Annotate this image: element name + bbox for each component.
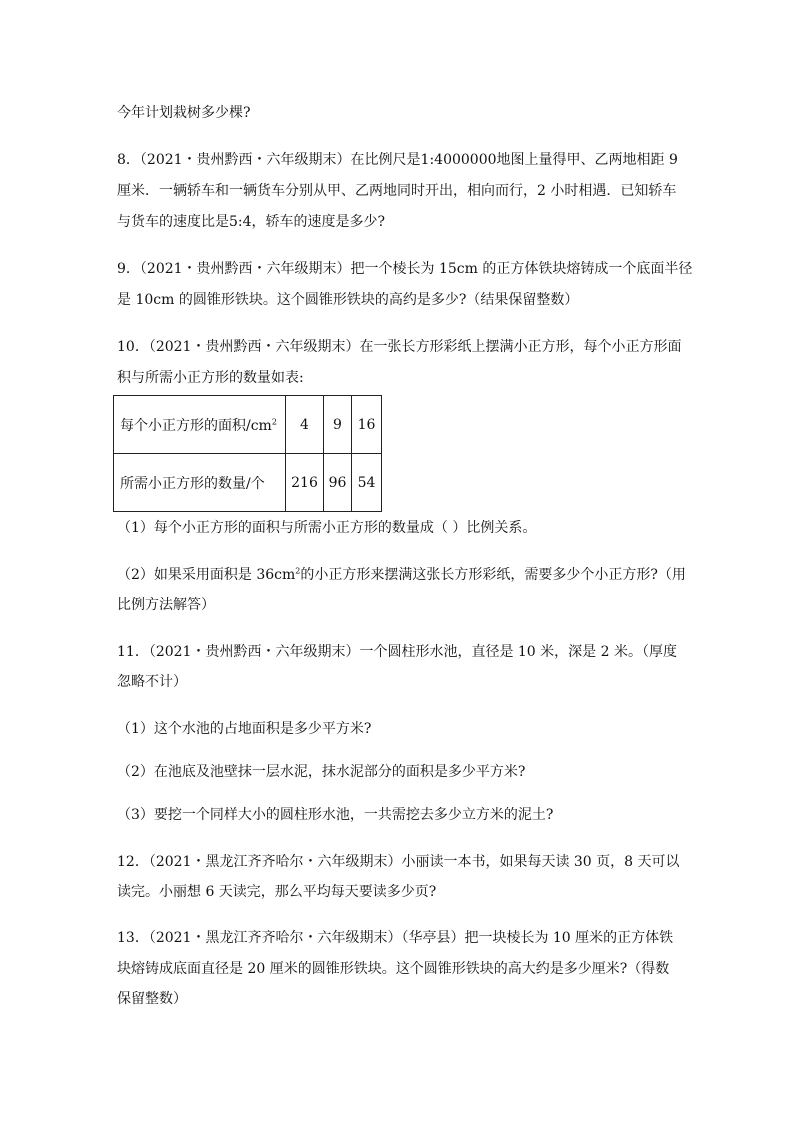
question-10-line-1: 10．（2021・贵州黔西・六年级期末）在一张长方形彩纸上摆满小正方形，每个小正方形面	[117, 339, 682, 355]
question-11-sub-2: （2）在池底及池壁抹一层水泥，抹水泥部分的面积是多少平方米?	[117, 764, 526, 780]
question-9-line-1: 9．（2021・贵州黔西・六年级期末）把一个棱长为 15cm 的正方体铁块熔铸成一个底面半径	[117, 261, 693, 277]
question-10-line-2: 积与所需小正方形的数量如表:	[117, 370, 304, 386]
table-cell: 96	[324, 454, 352, 512]
question-11-line-1: 11．（2021・贵州黔西・六年级期末）一个圆柱形水池，直径是 10 米，深是 2 米。（厚度	[117, 644, 677, 660]
data-table	[113, 395, 382, 512]
question-8-line-1: 8．（2021・贵州黔西・六年级期末）在比例尺是1:4000000地图上量得甲、乙两地相距 9	[117, 152, 678, 168]
question-11-sub-1: （1）这个水池的占地面积是多少平方米?	[117, 721, 372, 737]
question-11-sub-3: （3）要挖一个同样大小的圆柱形水池，一共需挖去多少立方米的泥土?	[117, 807, 554, 823]
question-10-sub-2-line-1: （2）如果采用面积是 $36cm^2$的小正方形来摆满这张长方形彩纸，需要多少个小正方形?（用	[117, 566, 686, 583]
table-row-label: 所需小正方形的数量/个	[114, 454, 286, 512]
table-cell: 54	[352, 454, 382, 512]
text-line: 今年计划栽树多少棵?	[117, 105, 251, 121]
table-cell: 4	[286, 396, 324, 454]
question-12-line-2: 读完。小丽想 6 天读完，那么平均每天要读多少页?	[117, 884, 437, 900]
question-10-sub-2-line-2: 比例方法解答）	[117, 597, 215, 613]
question-13-line-1: 13．（2021・黑龙江齐齐哈尔・六年级期末）（华亭县）把一块棱长为 10 厘米的正方体铁	[117, 930, 674, 946]
question-12-line-1: 12．（2021・黑龙江齐齐哈尔・六年级期末）小丽读一本书，如果每天读 30 页，8 天可以	[117, 854, 680, 870]
question-13-line-3: 保留整数）	[117, 991, 187, 1007]
question-10-sub-1: （1）每个小正方形的面积与所需小正方形的数量成（ ）比例关系。	[117, 520, 537, 536]
question-8-line-2: 厘米．一辆轿车和一辆货车分别从甲、乙两地同时开出，相向而行，2 小时相遇．已知轿车	[117, 183, 677, 199]
table-row-label: 每个小正方形的面积$/cm^2$	[114, 396, 286, 454]
question-13-line-2: 块熔铸成底面直径是 20 厘米的圆锥形铁块。这个圆锥形铁块的高大约是多少厘米?（得数	[117, 961, 670, 977]
table-cell: 9	[324, 396, 352, 454]
table-row	[114, 396, 382, 454]
table-cell: 216	[286, 454, 324, 512]
question-9-line-2: 是 10cm 的圆锥形铁块。这个圆锥形铁块的高约是多少?（结果保留整数）	[117, 292, 579, 308]
question-8-line-3: 与货车的速度比是5:4，轿车的速度是多少?	[117, 214, 386, 230]
table-row	[114, 454, 382, 512]
question-11-line-2: 忽略不计）	[117, 674, 187, 690]
table-cell: 16	[352, 396, 382, 454]
